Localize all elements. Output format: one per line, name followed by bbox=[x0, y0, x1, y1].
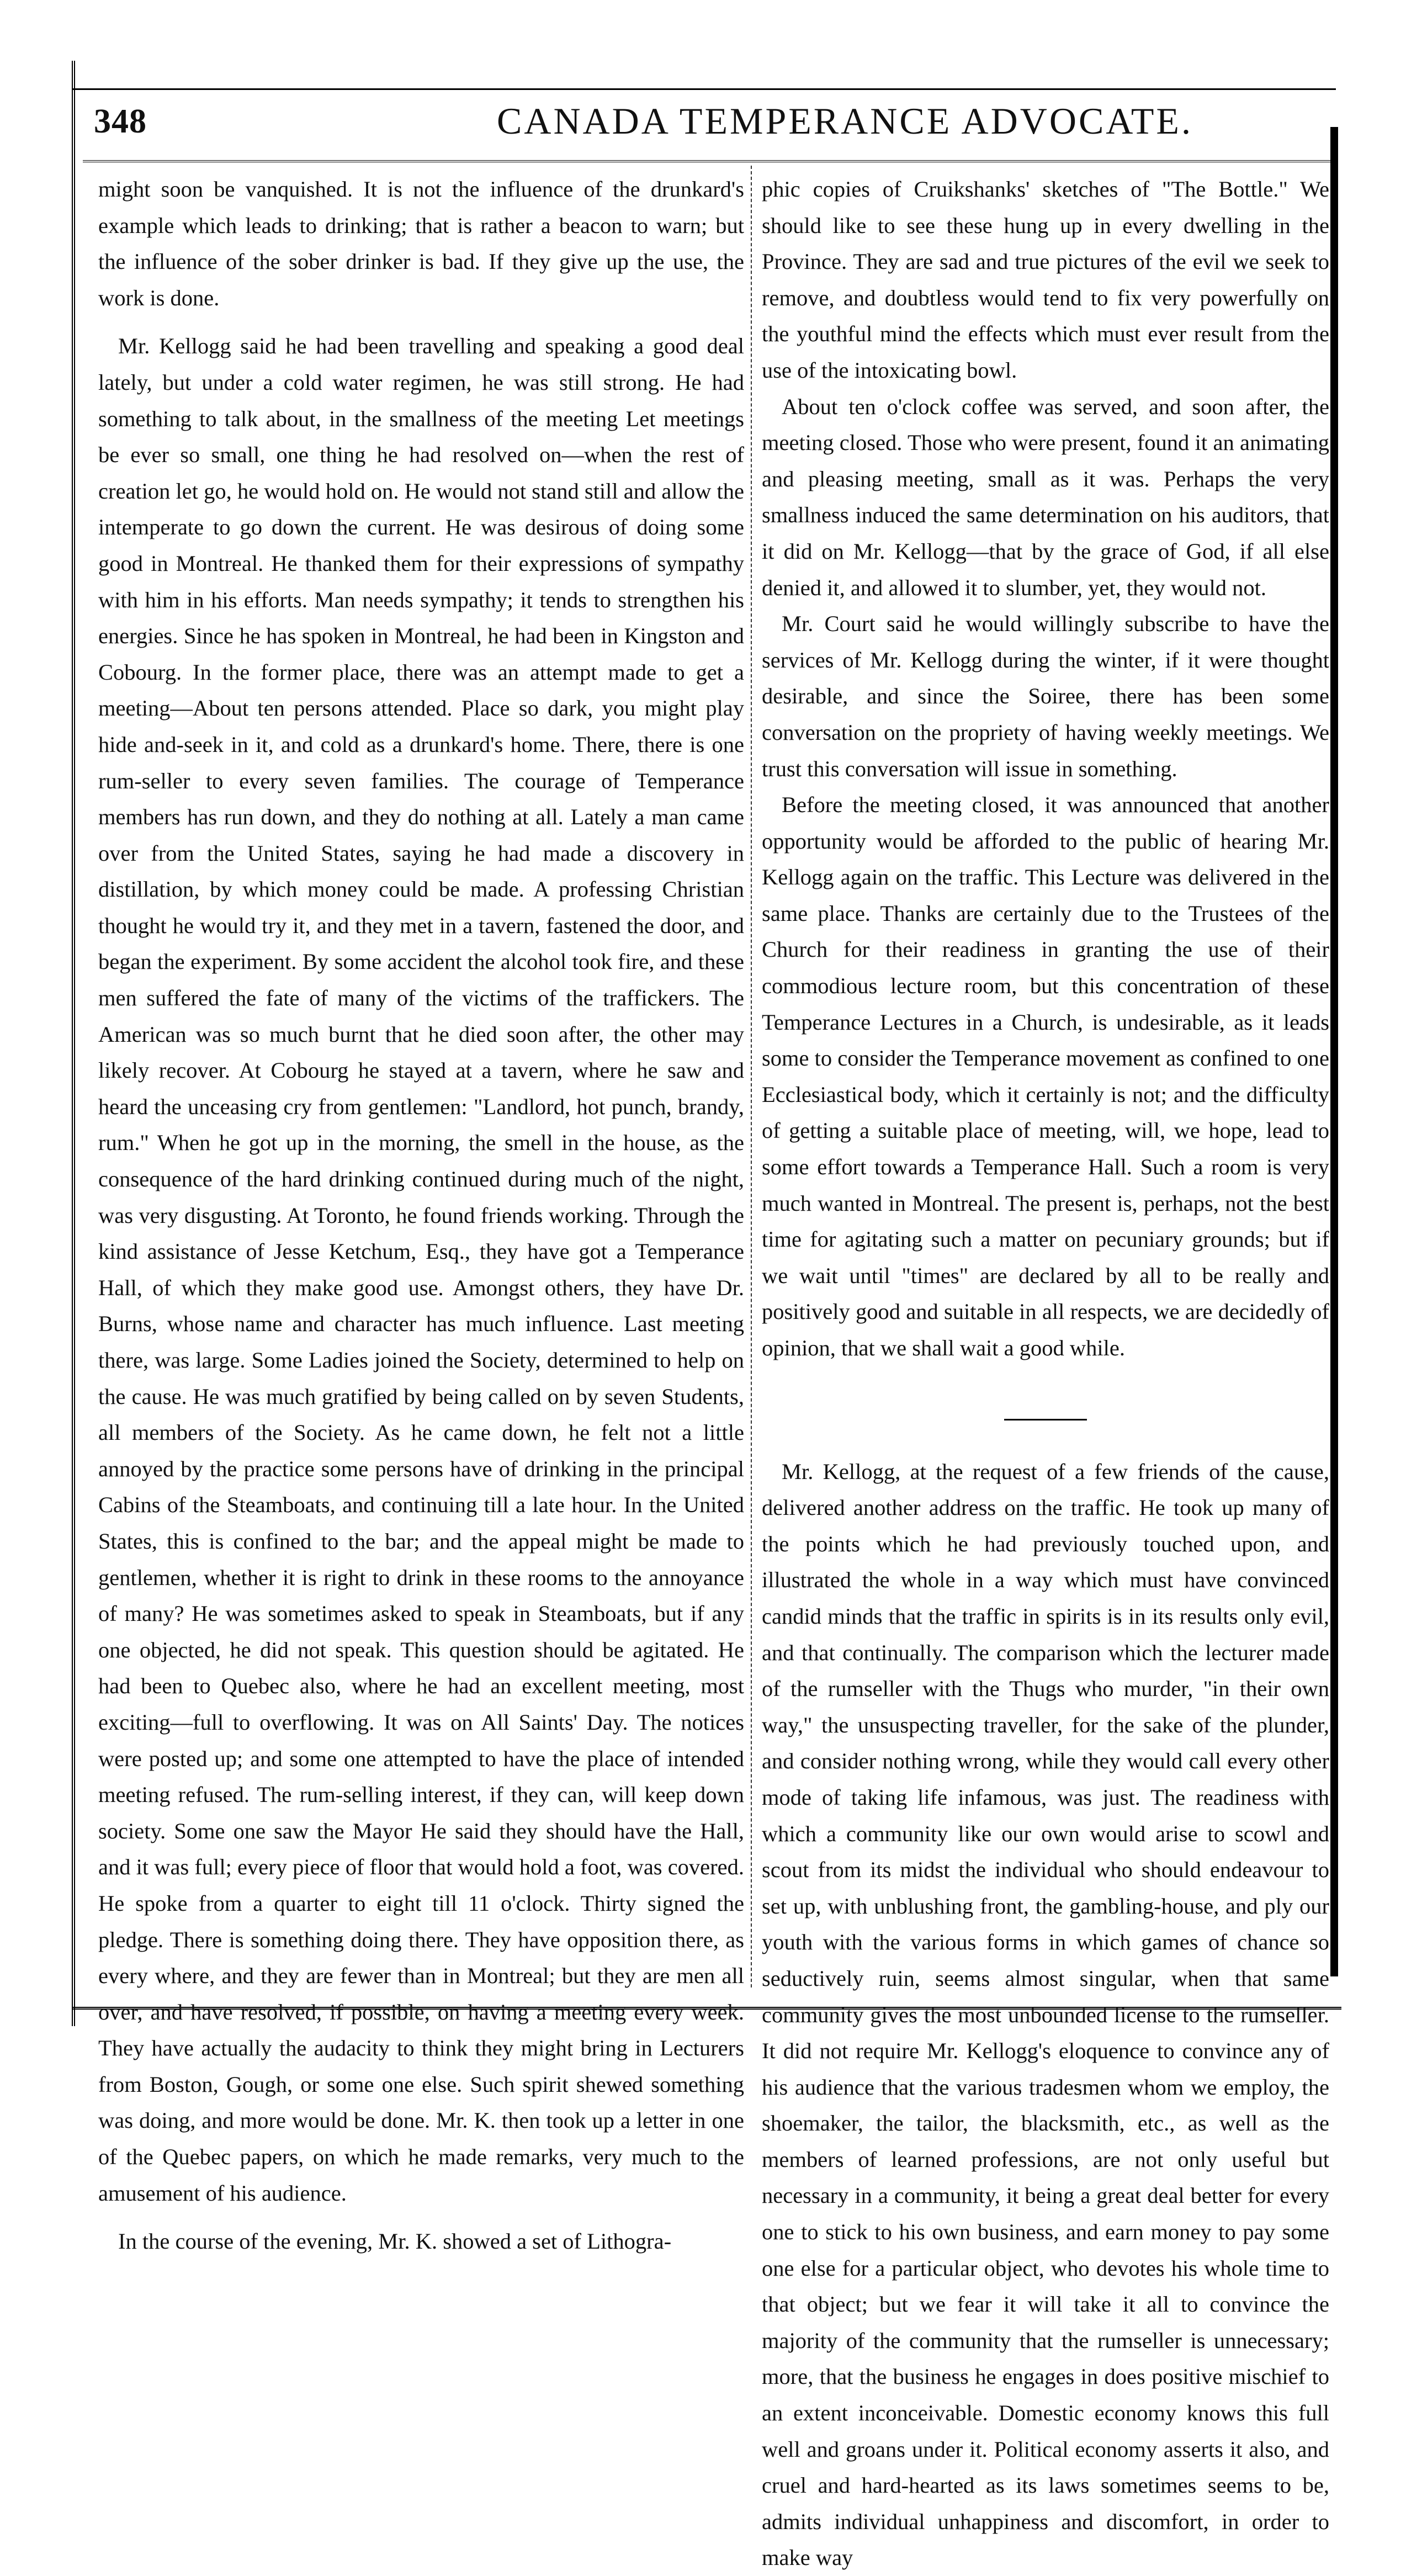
masthead-title: CANADA TEMPERANCE ADVOCATE. bbox=[497, 100, 1193, 142]
paragraph: Mr. Kellogg, at the request of a few friends of the cause, delivered another address on the traffic. He took up many of the points which he had previously touched upon, and illustrated the whole in a way which must have convinced candid minds that the traffic in spirits is in its results only evil, and that continually. The comparison which the lecturer made of the rumseller with the Thugs who murder, "in their own way," the unsuspecting traveller, for the sake of the plunder, and consider nothing wrong, while they would call every other mode of taking life infamous, was just. The readiness with which a community like our own would arise to scowl and scout from its midst the individual who should endeavour to set up, with unblushing front, the gambling-house, and ply our youth with the various forms in which games of chance so seductively ruin, seems almost singular, when that same community gives the most unbounded license to the rumseller. It did not require Mr. Kellogg's eloquence to convince any of his audience that the various tradesmen whom we employ, the shoemaker, the tailor, the blacksmith, etc., as well as the members of learned professions, are not only useful but necessary in a community, it being a great deal better for every one to stick to his own business, and earn money to pay some one else for a particular object, who devotes his whole time to that object; but we fear it will take it all to convince the majority of the community that the rumseller is unnecessary; more, that the business he engages in does positive mischief to an extent inconceivable. Domestic economy knows this full well and groans under it. Political economy asserts it also, and cruel and hard-hearted as its laws sometimes seems to be, admits individual unhappiness and discomfort, in order to make way bbox=[762, 1459, 1329, 2570]
section-divider bbox=[1004, 1419, 1087, 1420]
right-column bbox=[762, 171, 1329, 2576]
page-number: 348 bbox=[94, 103, 147, 140]
left-column bbox=[98, 171, 744, 2260]
column-separator bbox=[751, 166, 752, 1987]
paragraph: Mr. Kellogg said he had been travelling and speaking a good deal lately, but under a cold water regimen, he was still strong. He had something to talk about, in the smallness of the meeting Let meetings be ever so small, one thing he had resolved on—when the rest of creation let go, he would hold on. He would not stand still and allow the intemperate to go down the current. He was desirous of doing some good in Montreal. He thanked them for their expressions of sympathy with him in his efforts. Man needs sympathy; it tends to strengthen his energies. Since he has spoken in Montreal, he had been in Kingston and Cobourg. In the former place, there was an attempt made to get a meeting—About ten persons attended. Place so dark, you might play hide and-seek in it, and cold as a drunkard's home. There, there is one rum-seller to every seven families. The courage of Temperance members has run down, and they do nothing at all. Lately a man came over from the United States, saying he had made a discovery in distillation, by which money could be made. A professing Christian thought he would try it, and they met in a tavern, fastened the door, and began the experiment. By some accident the alcohol took fire, and these men suffered the fate of many of the victims of the traffickers. The American was so much burnt that he died soon after, the other may likely recover. At Cobourg he stayed at a tavern, where he saw and heard the unceasing cry from gentlemen: "Landlord, hot punch, brandy, rum." When he got up in the morning, the smell in the house, as the consequence of the hard drinking continued during much of the night, was very disgusting. At Toronto, he found friends working. Through the kind assistance of Jesse Ketchum, Esq., they have got a Temperance Hall, of which they make good use. Amongst others, they have Dr. Burns, whose name and character has much influence. Last meeting there, was large. Some Ladies joined the Society, determined to help on the cause. He was much gratified by being called on by seven Students, all members of the Society. As he came down, he felt not a little annoyed by the practice some persons have of drinking in the principal Cabins of the Steamboats, and continuing till a late hour. In the United States, this is confined to the bar; and the appeal might be made to gentlemen, whether it is right to drink in these rooms to the annoyance of many? He was sometimes asked to speak in Steamboats, but if any one objected, he did not speak. This question should be agitated. He had been to Quebec also, where he had an excellent meeting, most exciting—full to overflowing. It was on All Saints' Day. The notices were posted up; and some one attempted to have the place of intended meeting refused. The rum-selling interest, if they can, will keep down society. Some one saw the Mayor He said they should have the Hall, and it was full; every piece of floor that would hold a foot, was covered. He spoke from a quarter to eight till 11 o'clock. Thirty signed the pledge. There is something doing there. They have opposition there, as every where, and they are fewer than in Montreal; but they are men all over, and have resolved, if possible, on having a meeting every week. They have actually the audacity to think they might bring in Lecturers from Boston, Gough, or some one else. Such spirit shewed something was doing, and more would be done. Mr. K. then took up a letter in one of the Quebec papers, on which he made remarks, very much to the amusement of his audience. bbox=[98, 333, 744, 2206]
paragraph: might soon be vanquished. It is not the influence of the drunkard's example which leads to drinking; that is rather a beacon to warn; but the influence of the sober drinker is bad. If they give up the use, the work is done. bbox=[98, 177, 744, 310]
header-rule bbox=[83, 160, 1330, 162]
paragraph: About ten o'clock coffee was served, and soon after, the meeting closed. Those who were present, found it an animating and pleasing meeting, small as it was. Perhaps the very smallness induced the same determination on his auditors, that it did on Mr. Kellogg—that by the grace of God, if all else denied it, and allowed it to slumber, yet, they would not. bbox=[762, 394, 1329, 600]
paragraph: Before the meeting closed, it was announced that another opportunity would be afforded to the public of hearing Mr. Kellogg again on the traffic. This Lecture was delivered in the same place. Thanks are certainly due to the Trustees of the Church for their readiness in granting the use of their commodious lecture room, but this concentration of these Temperance Lectures in a Church, is undesirable, as it leads some to consider the Temperance movement as confined to one Ecclesiastical body, which it certainly is not; and the difficulty of getting a suitable place of meeting, will, we hope, lead to some effort towards a Temperance Hall. Such a room is very much wanted in Montreal. The present is, perhaps, not the best time for agitating such a matter on pecuniary grounds; but if we wait until "times" are declared by all to be really and positively good and suitable in all respects, we are decidedly of opinion, that we shall wait a good while. bbox=[762, 792, 1329, 1360]
right-edge-bar bbox=[1330, 127, 1338, 1976]
paragraph: Mr. Court said he would willingly subscribe to have the services of Mr. Kellogg during the winter, if it were thought desirable, and since the Soiree, there has been some conversation on the propriety of having weekly meetings. We trust this conversation will issue in something. bbox=[762, 611, 1329, 781]
paragraph: In the course of the evening, Mr. K. showed a set of Lithogra- bbox=[118, 2229, 672, 2254]
paragraph: phic copies of Cruikshanks' sketches of "The Bottle." We should like to see these hung up in every dwelling in the Province. They are sad and true pictures of the evil we seek to remove, and doubtless would tend to fix very powerfully on the youthful mind the effects which must ever result from the use of the intoxicating bowl. bbox=[762, 177, 1329, 383]
top-rule bbox=[72, 88, 1336, 90]
